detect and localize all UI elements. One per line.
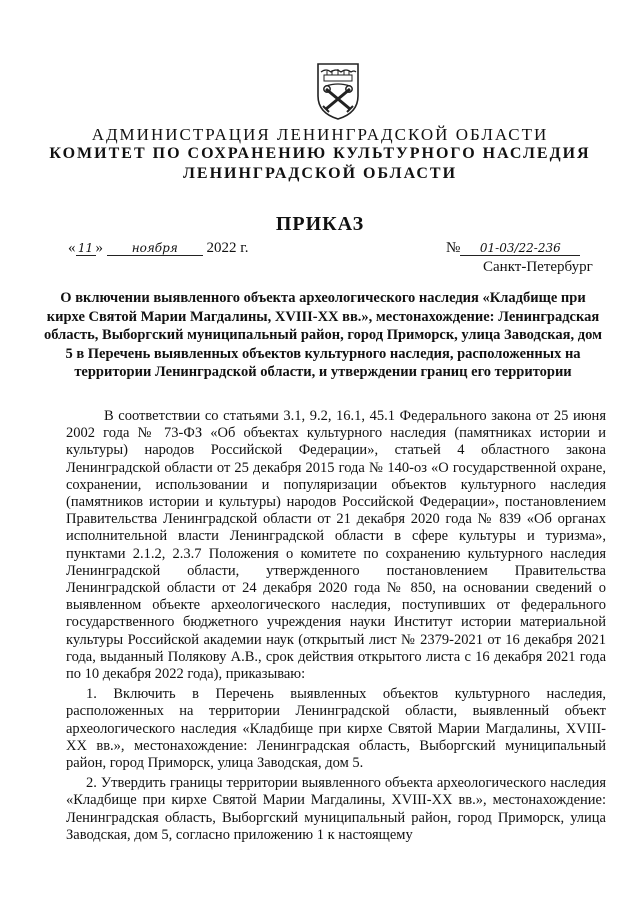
committee-name: КОМИТЕТ ПО СОХРАНЕНИЮ КУЛЬТУРНОГО НАСЛЕДИЯ [49,145,591,162]
order-item-2: 2. Утвердить границы территории выявленного объекта археологического наследия «Кладбище при кирхе Святой Марии Магдалины, XVIII-XX вв.», местонахождение: Ленинградская область, Выборгский муниципальный район, город Приморск, улица Заводская, дом 5, согласно приложению 1 к настоящему [66,775,606,843]
document-title: ПРИКАЗ [275,213,365,235]
order-item-1: 1. Включить в Перечень выявленных объектов культурного наследия, расположенных на территории Ленинградской области, выявленный объект археологического наследия «Кладбище при кирхе Святой Марии Магдалины, XVIII-XX вв.», местонахождение: Ленинградская область, Выборгский муниципальный район, город Приморск, улица Заводская, дом 5. [66,686,606,772]
date-year: 2022 г. [206,240,249,256]
organization-name: АДМИНИСТРАЦИЯ ЛЕНИНГРАДСКОЙ ОБЛАСТИ [91,125,549,144]
order-date [68,240,248,257]
city-name: Санкт-Петербург [483,259,593,275]
order-subject: О включении выявленного объекта археологического наследия «Кладбище при кирхе Святой Марии Магдалины, XVIII-XX вв.», местонахождение: Ленинградская область, Выборгский муниципальный район, город Приморск, улица Заводская, дом 5 в Перечень выявленных объектов культурного наследия, расположенных на территории Ленинградской области, и утверждении границ его территории [44,290,602,380]
date-day-handwritten: 11 [76,241,96,256]
date-close-quote: » [95,240,103,256]
number-prefix: № [446,240,461,256]
committee-region: ЛЕНИНГРАДСКОЙ ОБЛАСТИ [182,165,458,182]
date-month-handwritten: ноября [107,241,203,256]
coat-of-arms-icon [316,62,360,120]
preamble-paragraph: В соответствии со статьями 3.1, 9.2, 16.1, 45.1 Федерального закона от 25 июня 2002 года № 73-ФЗ «Об объектах культурного наследия (памятниках истории и культуры) народов Российской Федерации», статьей 4 областного закона Ленинградской области от 25 декабря 2015 года № 140-оз «О государственной охране, сохранении, использовании и популяризации объектов культурного наследия (памятников истории и культуры) народов Российской Федерации», постановлением Правительства Ленинградской области от 21 декабря 2020 года № 839 «Об органах исполнительной власти Ленинградской области в сфере культуры и туризма», пунктами 2.1.2, 2.3.7 Положения о комитете по сохранению культурного наследия Ленинградской области, утвержденного постановлением Правительства Ленинградской области от 24 декабря 2020 года № 850, на основании сведений о выявленном объекте археологического наследия, поступивших от федерального государственного бюджетного учреждения науки Институт истории материальной культуры Российской академии наук (открытый лист № 2379-2021 от 16 декабря 2021 года, выданный Полякову А.В., срок действия открытого листа с 16 декабря 2021 года по 10 декабря 2022 года), приказываю: [66,408,606,683]
order-body [66,408,606,844]
number-handwritten: 01-03/22-236 [460,241,580,256]
date-open-quote: « [68,240,76,256]
order-number [446,240,580,257]
